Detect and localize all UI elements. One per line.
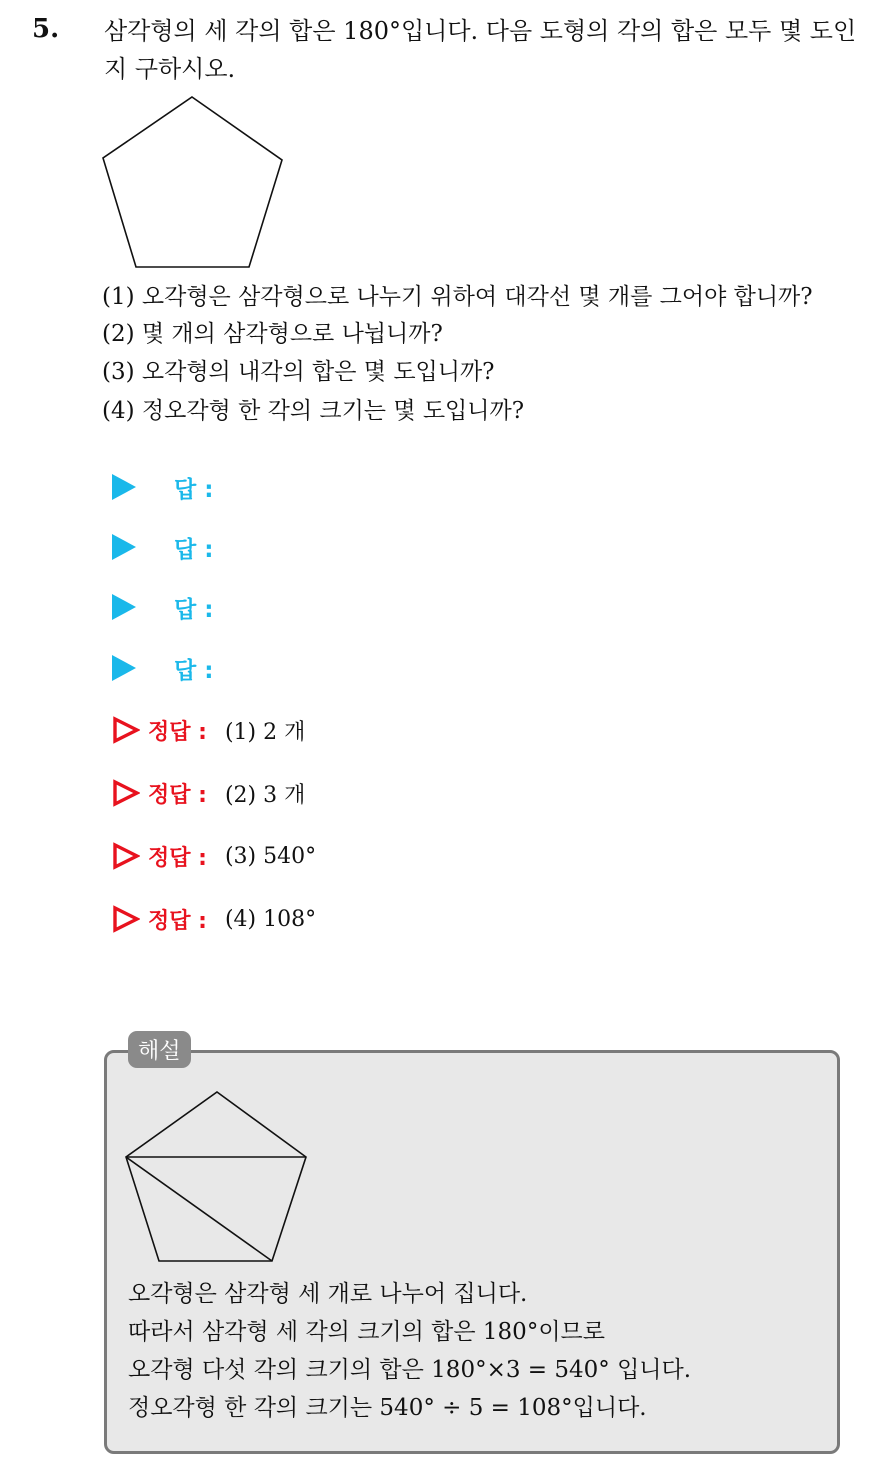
answer-key-value: (1) 2 개 (224, 719, 306, 745)
answer-row-2[interactable] (112, 532, 213, 562)
answer-label: 답 : (174, 657, 214, 684)
explanation-text (128, 1275, 691, 1427)
answer-label: 답 : (174, 476, 214, 503)
explanation-line: 정오각형 한 각의 크기는 540° ÷ 5 = 108°입니다. (128, 1395, 647, 1421)
answer-key-label: 정답 : (148, 719, 207, 745)
explanation-line: 오각형 다섯 각의 크기의 합은 180°×3 = 540° 입니다. (128, 1357, 692, 1383)
play-triangle-icon (112, 655, 136, 681)
answer-label: 답 : (174, 536, 214, 563)
question-number: 5. (32, 14, 60, 44)
pentagon-figure (100, 94, 290, 274)
explanation-line: 따라서 삼각형 세 각의 크기의 합은 180°이므로 (128, 1319, 605, 1345)
outline-triangle-icon (112, 716, 140, 744)
answer-row-3[interactable] (112, 592, 213, 622)
play-triangle-icon (112, 594, 136, 620)
answer-key-row-1 (112, 714, 305, 746)
outline-triangle-icon (112, 842, 140, 870)
answer-key-row-2 (112, 777, 305, 809)
divided-pentagon-figure (124, 1090, 314, 1270)
answer-label: 답 : (174, 596, 214, 623)
explanation-line: 오각형은 삼각형 세 개로 나누어 집니다. (128, 1281, 528, 1307)
answer-key-label: 정답 : (148, 782, 207, 808)
answer-row-4[interactable] (112, 653, 213, 683)
answer-row-1[interactable] (112, 472, 213, 502)
answer-key-row-3 (112, 840, 316, 872)
subquestion-3: (3) 오각형의 내각의 합은 몇 도입니까? (102, 359, 495, 385)
play-triangle-icon (112, 474, 136, 500)
question-text: 삼각형의 세 각의 합은 180°입니다. 다음 도형의 각의 합은 모두 몇 도인지 구하시오. (104, 17, 857, 83)
diagonal-line (126, 1157, 272, 1261)
subquestion-4: (4) 정오각형 한 각의 크기는 몇 도입니까? (102, 398, 525, 424)
answer-key-row-4 (112, 903, 316, 935)
subquestion-1: (1) 오각형은 삼각형으로 나누기 위하여 대각선 몇 개를 그어야 합니까? (102, 284, 813, 310)
answer-key-label: 정답 : (148, 845, 207, 871)
answer-key-label: 정답 : (148, 908, 207, 934)
play-triangle-icon (112, 534, 136, 560)
pentagon-shape (103, 97, 282, 267)
explanation-tag: 해설 (128, 1031, 191, 1068)
answer-key-value: (3) 540° (224, 843, 317, 869)
outline-triangle-icon (112, 905, 140, 933)
answer-key-value: (4) 108° (224, 906, 317, 932)
subquestion-2: (2) 몇 개의 삼각형으로 나뉩니까? (102, 321, 443, 347)
answer-key-value: (2) 3 개 (224, 782, 306, 808)
outline-triangle-icon (112, 779, 140, 807)
